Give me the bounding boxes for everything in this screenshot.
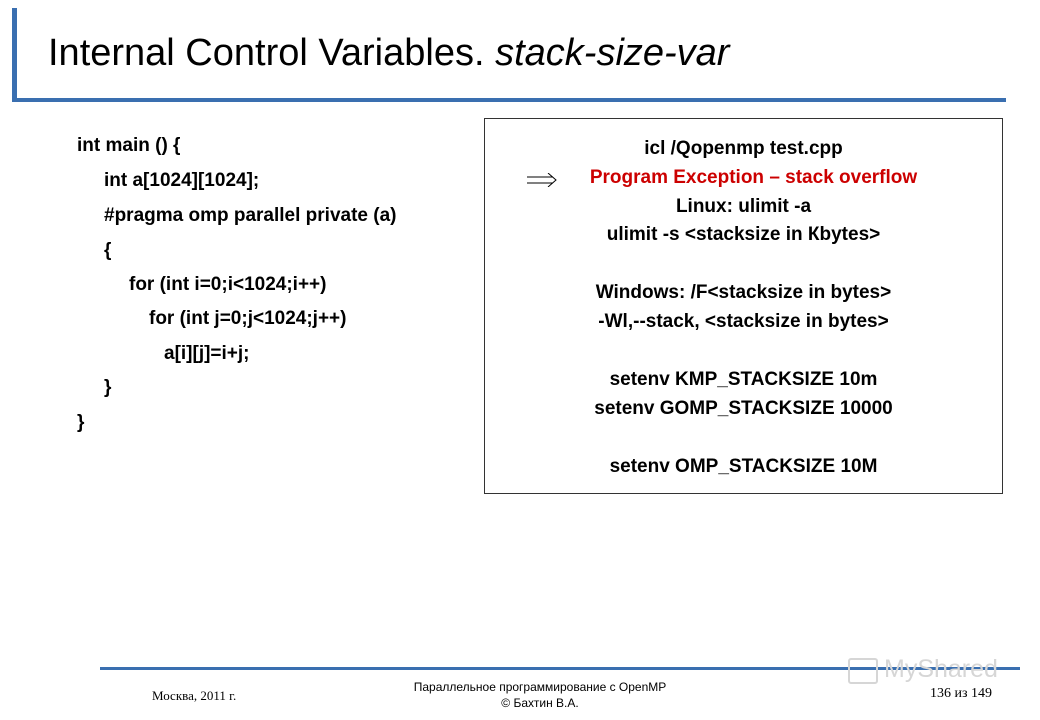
- code-line: {: [104, 240, 112, 261]
- box-line: setenv GOMP_STACKSIZE 10000: [594, 398, 893, 419]
- title-main: Internal Control Variables.: [48, 32, 485, 74]
- code-line: }: [104, 377, 112, 398]
- title-italic: stack-size-var: [495, 32, 730, 74]
- info-box: [484, 118, 1003, 494]
- code-line: a[i][j]=i+j;: [164, 343, 250, 364]
- page-number: 136 из 149: [930, 686, 993, 701]
- footer-author: © Бахтин В.А.: [501, 696, 579, 710]
- slide-title: [48, 30, 729, 76]
- watermark-logo-icon: [848, 658, 878, 684]
- code-line: int main () {: [77, 135, 181, 156]
- footer-location: Москва, 2011 г.: [152, 688, 237, 703]
- box-line: setenv KMP_STACKSIZE 10m: [609, 369, 878, 390]
- code-line: #pragma omp parallel private (a): [104, 205, 397, 226]
- box-line: ulimit -s <stacksize in Кbytes>: [606, 224, 881, 245]
- box-line: -Wl,--stack, <stacksize in bytes>: [598, 311, 889, 332]
- code-line: int a[1024][1024];: [104, 170, 260, 191]
- error-line: Program Exception – stack overflow: [589, 167, 918, 188]
- code-line: for (int j=0;j<1024;j++): [149, 308, 347, 329]
- watermark: MyShared: [884, 655, 998, 683]
- box-line: icl /Qopenmp test.cpp: [644, 138, 843, 159]
- footer-course: [340, 679, 740, 711]
- box-line: Windows: /F<stacksize in bytes>: [595, 282, 892, 303]
- box-line: setenv OMP_STACKSIZE 10M: [609, 456, 878, 477]
- title-accent-bar: [12, 8, 17, 102]
- code-line: }: [77, 412, 85, 433]
- footer-course-title: Параллельное программирование с OpenMP: [413, 680, 667, 694]
- box-line: Linux: ulimit -a: [675, 196, 812, 217]
- code-line: for (int i=0;i<1024;i++): [129, 274, 327, 295]
- footer-divider: [100, 667, 1020, 670]
- title-underline: [12, 98, 1006, 102]
